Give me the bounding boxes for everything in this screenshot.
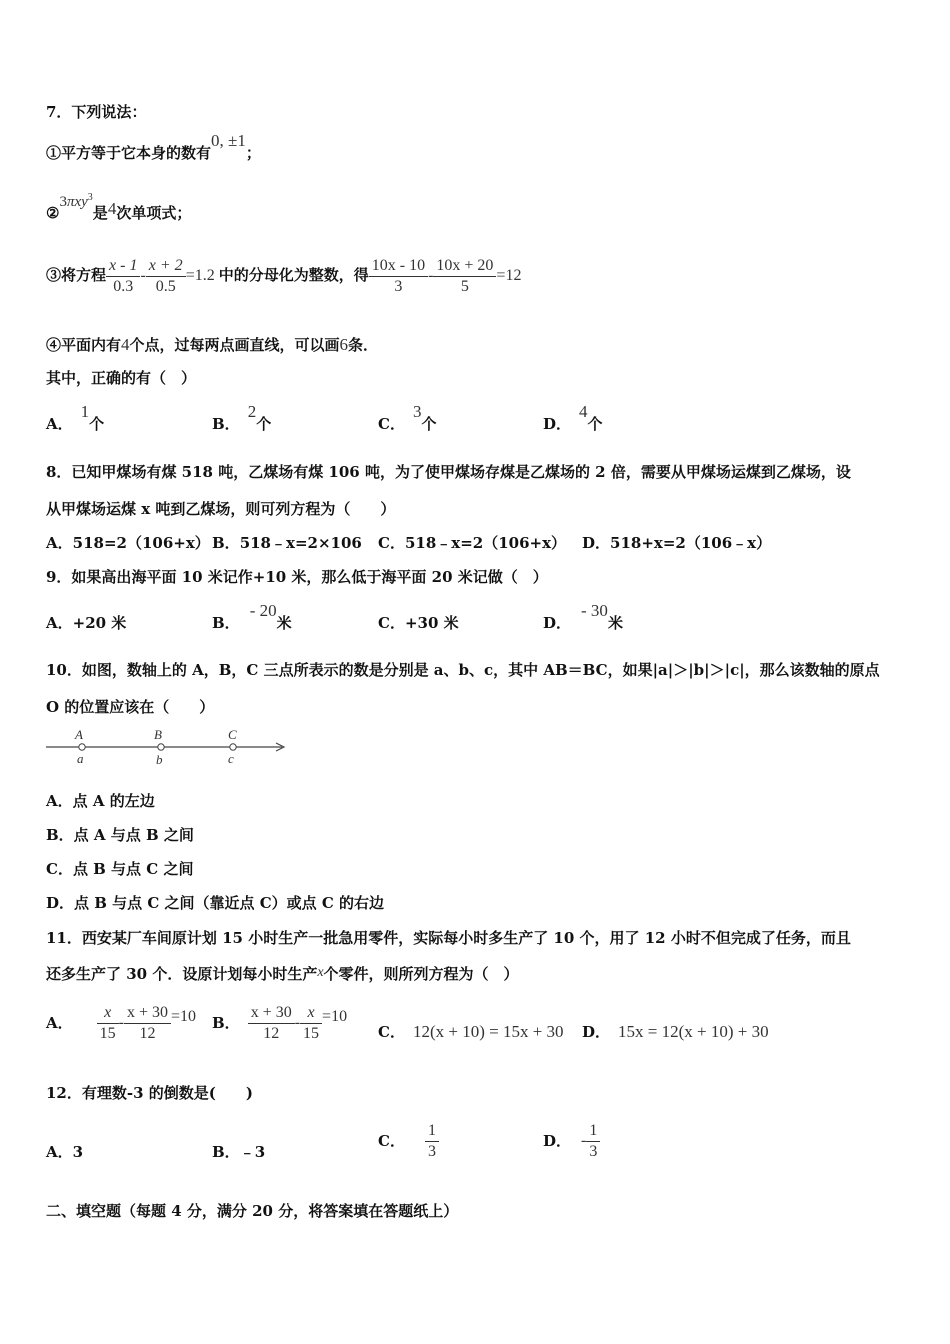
q8-option-d[interactable]: D．518+x=2（106﹣x） <box>582 534 772 552</box>
q7-s4-c: 条． <box>348 336 379 354</box>
q7-s2-mid: 是 <box>92 204 108 222</box>
value-c-label: c <box>228 751 234 766</box>
q10-option-b[interactable]: B．点 A 与点 B 之间 <box>46 826 194 844</box>
q7-ask: 其中，正确的有（ ） <box>46 369 197 387</box>
q7-s3-rhs2: =12 <box>496 267 522 284</box>
q7-s2-math <box>59 194 92 210</box>
q9-line-1: 9．如果高出海平面 10 米记作+10 米，那么低于海平面 20 米记做（ ） <box>46 568 548 586</box>
q12-line-1: 12．有理数-3 的倒数是( ) <box>46 1084 253 1102</box>
q7-option-d[interactable]: D．4个 <box>543 402 603 433</box>
q9-option-d[interactable]: D．- 30米 <box>543 601 623 632</box>
q8-option-a[interactable]: A．518=2（106+x） <box>46 534 210 552</box>
q12-option-c[interactable]: C． $\frac{1}{3}$ <box>378 1118 439 1163</box>
q11-line-2: 还多生产了 30 个．设原计划每小时生产x个零件，则所列方程为（ ） <box>46 965 519 983</box>
q7-s1-math: 0, ±1 <box>211 131 246 150</box>
q10-option-d[interactable]: D．点 B 与点 C 之间（靠近点 C）或点 C 的右边 <box>46 894 385 912</box>
value-a-label: a <box>77 751 84 766</box>
point-a-marker <box>79 744 85 750</box>
q7-s2-degree: 4 <box>107 199 117 218</box>
q7-s4-n1: 4 <box>121 335 130 354</box>
q7-s1-end: ； <box>245 144 261 162</box>
q7-s2-exp: 3 <box>87 192 93 203</box>
q7-s4-n2: 6 <box>339 335 349 354</box>
q7-statement-2 <box>46 192 192 226</box>
q7-option-b[interactable]: B．2个 <box>212 402 272 433</box>
q7-s3-minus2: - <box>428 267 434 284</box>
q11-option-a[interactable]: A． $\frac{x}{15}$ - $\frac{x + 30}{12}$ =10 <box>46 1003 197 1042</box>
q7-s3-prefix: ③将方程 <box>46 266 107 284</box>
q11-line-1: 11．西安某厂车间原计划 15 小时生产一批急用零件，实际每小时多生产了 10 个，用了 12 小时不但完成了任务，而且 <box>46 929 851 947</box>
q11-option-c[interactable]: C． 12(x + 10) = 15x + 30 <box>378 1022 564 1041</box>
q9-option-b[interactable]: B．- 20米 <box>212 601 292 632</box>
q8-option-b[interactable]: B．518﹣x=2×106 <box>212 534 362 552</box>
q7-s3-minus1: - <box>140 267 146 284</box>
q8-option-c[interactable]: C．518﹣x=2（106+x） <box>378 534 567 552</box>
q7-statement-1 <box>46 131 261 163</box>
q10-line-1: 10．如图，数轴上的 A，B，C 三点所表示的数是分别是 a、b、c，其中 AB＝BC，如果|a|＞|b|＞|c|，那么该数轴的原点 <box>46 661 880 679</box>
q9-option-c[interactable]: C．+30 米 <box>378 614 459 632</box>
point-a-label: A <box>75 727 83 742</box>
q11-option-b[interactable]: B． $\frac{x + 30}{12}$ - $\frac{x}{15}$ =10 <box>212 1003 348 1042</box>
point-b-marker <box>158 744 164 750</box>
q7-s4-b: 个点，过每两点画直线，可以画 <box>129 336 340 354</box>
q7-s3-rhs1: =1.2 <box>185 267 215 284</box>
q7-s2-coef: 3 <box>59 194 67 210</box>
q8-line-1: 8．已知甲煤场有煤 518 吨，乙煤场有煤 106 吨，为了使甲煤场存煤是乙煤场的 2 倍，需要从甲煤场运煤到乙煤场，设 <box>46 463 851 481</box>
q7-title: 7．下列说法： <box>46 103 147 121</box>
q7-statement-3 <box>46 253 521 298</box>
q7-s3-mid: 中的分母化为整数，得 <box>218 266 369 284</box>
q12-option-d[interactable]: D． - $\frac{1}{3}$ <box>543 1118 600 1163</box>
q7-s2-end: 次单项式； <box>116 204 192 222</box>
q7-s3-frac1: $\frac{x - 1}{0.3}$ <box>106 256 140 297</box>
number-line-figure <box>44 726 294 770</box>
q7-s3-frac4: $\frac{10x + 20}{5}$ <box>433 256 496 297</box>
value-b-label: b <box>156 752 163 767</box>
section-2-title: 二、填空题（每题 4 分，满分 20 分，将答案填在答题纸上） <box>46 1202 459 1220</box>
q12-option-a[interactable]: A．3 <box>46 1143 84 1161</box>
q7-option-c[interactable]: C．3个 <box>378 402 437 433</box>
q7-s2-vars: πxy <box>66 194 88 210</box>
point-c-marker <box>230 744 236 750</box>
q9-option-a[interactable]: A．+20 米 <box>46 614 127 632</box>
q7-s1-text: ①平方等于它本身的数有 <box>46 144 212 162</box>
point-c-label: C <box>228 727 237 742</box>
q10-option-c[interactable]: C．点 B 与点 C 之间 <box>46 860 194 878</box>
q8-line-2: 从甲煤场运煤 x 吨到乙煤场，则可列方程为（ ） <box>46 500 396 518</box>
q7-s4-a: ④平面内有 <box>46 336 122 354</box>
q7-s3-frac3: $\frac{10x - 10}{3}$ <box>369 256 428 297</box>
q7-option-a[interactable]: A．1个 <box>46 402 105 433</box>
q7-s2-prefix: ② <box>46 204 60 222</box>
q11-option-d[interactable]: D． 15x = 12(x + 10) + 30 <box>582 1022 769 1041</box>
point-b-label: B <box>154 727 162 742</box>
q7-s3-frac2: $\frac{x + 2}{0.5}$ <box>146 256 186 297</box>
q10-line-2: O 的位置应该在（ ） <box>46 698 215 716</box>
q7-statement-4 <box>46 335 378 355</box>
q10-option-a[interactable]: A．点 A 的左边 <box>46 792 155 810</box>
q12-option-b[interactable]: B．﹣3 <box>212 1143 266 1161</box>
